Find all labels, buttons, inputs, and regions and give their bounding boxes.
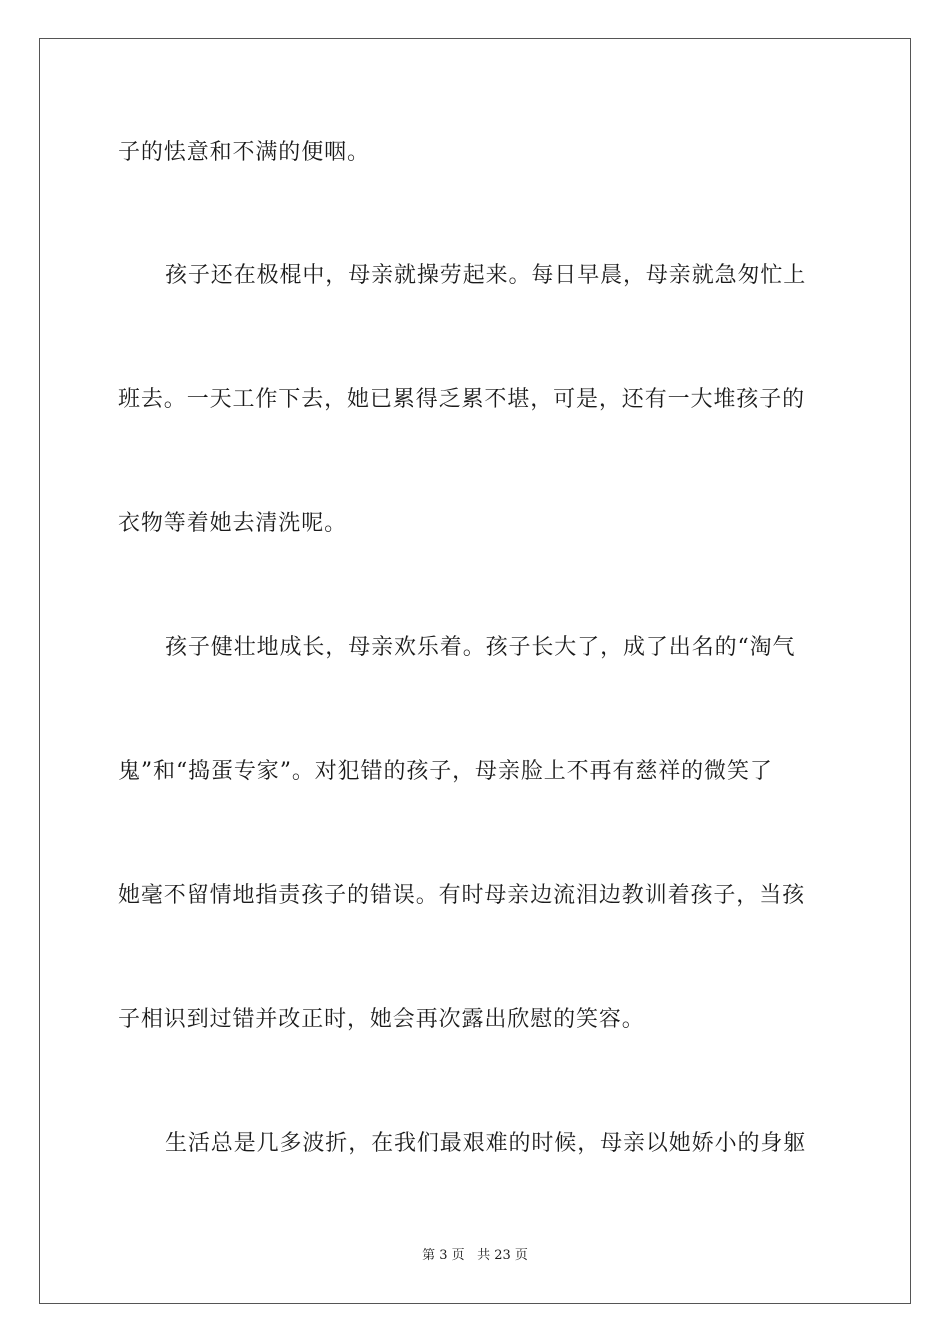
page-footer: [0, 1247, 950, 1265]
page-number: 第 3 页: [422, 1248, 465, 1263]
text-line-2: 孩子还在极棍中，母亲就操劳起来。每日早晨，母亲就急匆忙上: [165, 263, 807, 288]
text-line-3: 班去。一天工作下去，她已累得乏累不堪，可是，还有一大堆孩子的: [118, 387, 806, 412]
text-line-7: 她毫不留情地指责孩子的错误。有时母亲边流泪边教训着孩子，当孩: [118, 883, 806, 908]
text-line-9: 生活总是几多波折，在我们最艰难的时候，母亲以她娇小的身躯: [165, 1131, 807, 1156]
page-total: 共 23 页: [477, 1248, 528, 1263]
text-line-6: 鬼”和“捣蛋专家”。对犯错的孩子，母亲脸上不再有慈祥的微笑了: [118, 759, 773, 784]
text-line-5: 孩子健壮地成长，母亲欢乐着。孩子长大了，成了出名的“淘气: [165, 635, 796, 660]
page-border: [39, 38, 911, 1304]
text-line-1: 子的怯意和不满的便咽。: [118, 140, 370, 165]
text-line-4: 衣物等着她去清洗呢。: [118, 511, 348, 536]
text-line-8: 子相识到过错并改正时，她会再次露出欣慰的笑容。: [118, 1007, 645, 1032]
